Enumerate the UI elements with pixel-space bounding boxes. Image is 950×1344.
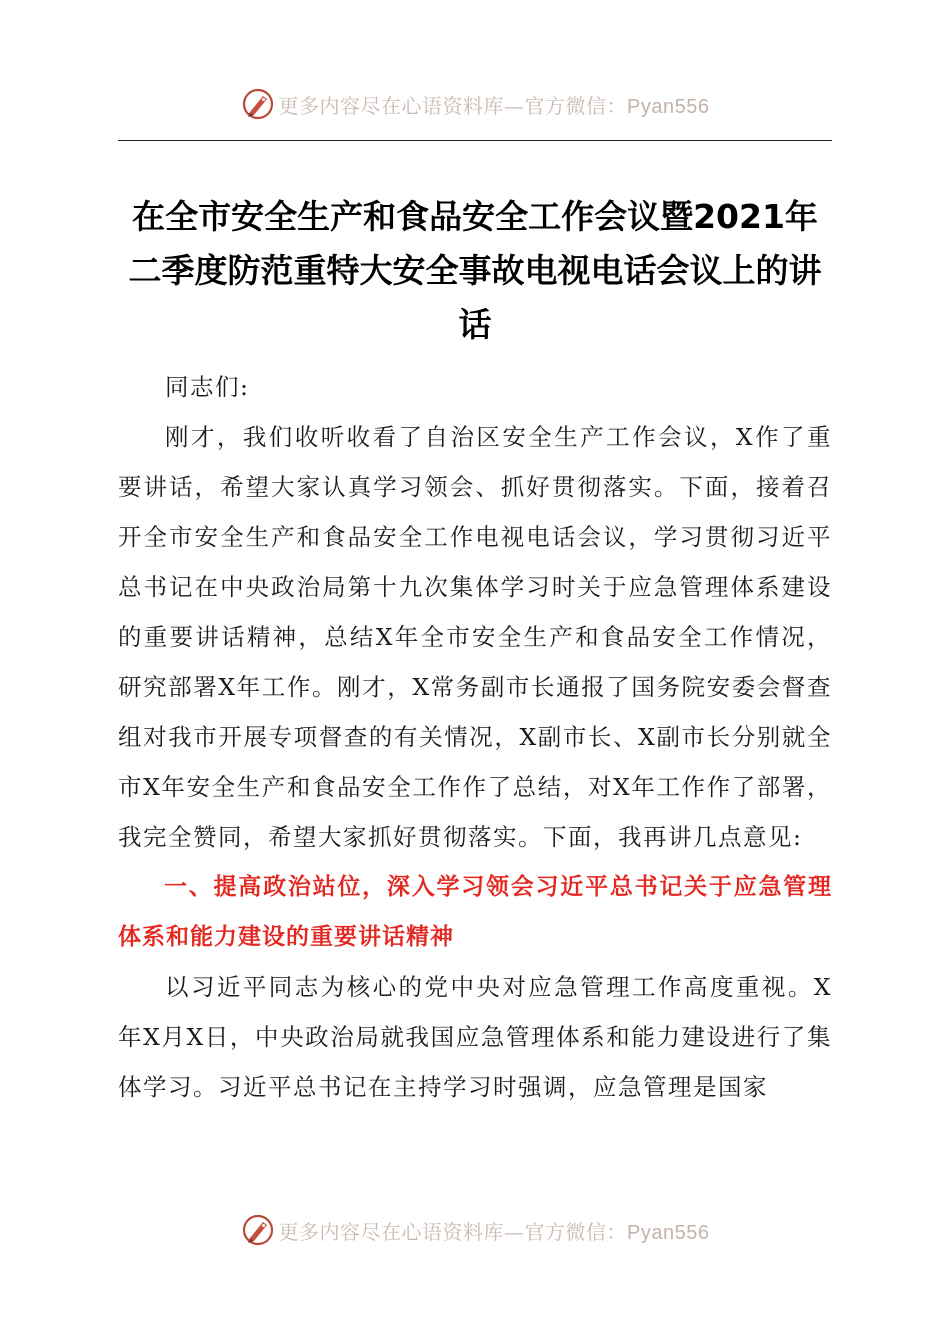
paragraph-2: 以习近平同志为核心的党中央对应急管理工作高度重视。X年X月X日，中央政治局就我国应急管理体系和能力建设进行了集体学习。习近平总书记在主持学习时强调，应急管理是国家: [118, 973, 832, 1101]
greeting: 同志们:: [165, 373, 250, 401]
watermark-text: 更多内容尽在心语资料库—官方微信：Pyan556: [278, 93, 710, 118]
document-title: 在全市安全生产和食品安全工作会议暨2021年二季度防范重特大安全事故电视电话会议上的讲话: [128, 197, 822, 344]
watermark-text: 更多内容尽在心语资料库—官方微信：Pyan556: [278, 1219, 710, 1244]
header-divider: [118, 140, 832, 141]
document-body: [118, 362, 832, 1112]
paragraph-1: 刚才，我们收听收看了自治区安全生产工作会议，X作了重要讲话，希望大家认真学习领会、抓好贯彻落实。下面，接着召开全市安全生产和食品安全工作电视电话会议，学习贯彻习近平总书记在中央政治局第十九次集体学习时关于应急管理体系建设的重要讲话精神，总结X年全市安全生产和食品安全工作情况，研究部署X年工作。刚才，X常务副市长通报了国务院安委会督查组对我市开展专项督查的有关情况，X副市长、X副市长分别就全市X年安全生产和食品安全工作作了总结，对X年工作作了部署，我完全赞同，希望大家抓好贯彻落实。下面，我再讲几点意见:: [118, 423, 832, 851]
section-heading-1: 一、提高政治站位，深入学习领会习近平总书记关于应急管理体系和能力建设的重要讲话精神: [118, 874, 832, 950]
pen-nib-logo-icon: [241, 87, 275, 121]
watermark-header: [0, 82, 950, 126]
watermark-footer: [0, 1208, 950, 1252]
pen-nib-logo-icon: [241, 1213, 275, 1247]
